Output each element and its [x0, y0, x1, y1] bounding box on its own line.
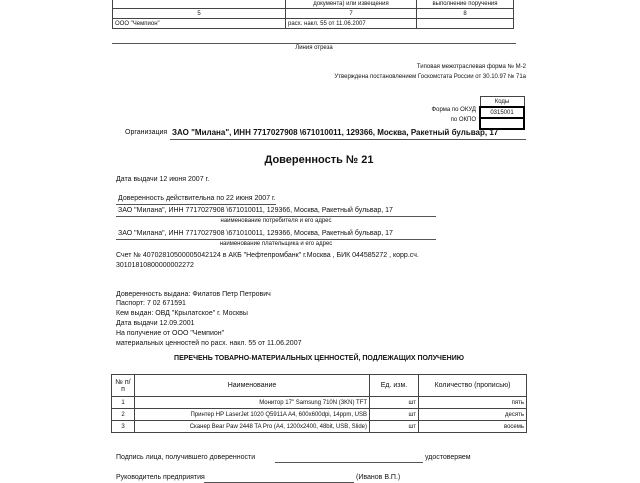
top-fragment-cell — [113, 0, 286, 9]
row-name: Монитор 17" Samsung 710N (3KN) TFT — [135, 397, 370, 409]
director-name: (Иванов В.П.) — [356, 474, 401, 481]
codes-box — [479, 96, 525, 130]
top-fragment-data-row — [113, 19, 514, 29]
list-title: ПЕРЕЧЕНЬ ТОВАРНО-МАТЕРИАЛЬНЫХ ЦЕННОСТЕЙ, ПОДЛЕЖАЩИХ ПОЛУЧЕНИЮ — [174, 355, 464, 362]
column-header-unit: Ед. изм. — [370, 375, 419, 397]
receive-from: На получение от ООО "Чемпион" — [116, 330, 225, 337]
row-unit: шт — [370, 421, 419, 433]
row-name: Сканер Bear Paw 2448 TA Pro (A4, 1200x2400, 48bit, USB, Slide) — [135, 421, 370, 433]
row-qty: десять — [419, 409, 527, 421]
top-fragment-cell: 8 — [417, 9, 514, 19]
okud-value: 0315001 — [480, 107, 524, 118]
top-fragment-cell: ООО "Чемпион" — [113, 19, 286, 29]
issue-date: Дата выдачи 12 июня 2007 г. — [116, 176, 210, 183]
codes-label: Коды — [480, 97, 524, 108]
passport: Паспорт: 7 02 671591 — [116, 300, 186, 307]
payer-value: ЗАО "Милана", ИНН 7717027908 \671010011, 129366, Москва, Ракетный бульвар, 17 — [118, 230, 393, 237]
row-qty: восемь — [419, 421, 527, 433]
top-fragment-cell: документа) или извещения — [286, 0, 417, 9]
approval-text: Утверждена постановлением Госкомстата России от 30.10.97 № 71а — [334, 74, 526, 80]
okud-label: Форма по ОКУД — [431, 107, 476, 113]
goods-table — [111, 374, 527, 433]
row-unit: шт — [370, 409, 419, 421]
receive-basis: материальных ценностей по расх. накл. 55 от 11.06.2007 — [116, 340, 302, 347]
table-row — [112, 421, 527, 433]
organization-label: Организация — [125, 129, 168, 136]
passport-issuer: Кем выдан: ОВД "Крылатское" г. Москвы — [116, 310, 248, 317]
top-fragment-cell: выполнение поручения — [417, 0, 514, 9]
signature-label: Подпись лица, получившего доверенности — [116, 454, 256, 461]
consumer-value: ЗАО "Милана", ИНН 7717027908 \671010011, 129366, Москва, Ракетный бульвар, 17 — [118, 207, 393, 214]
document-title: Доверенность № 21 — [264, 154, 374, 166]
top-fragment-table — [112, 0, 514, 29]
row-num: 3 — [112, 421, 135, 433]
top-fragment-cell: расх. накл. 55 от 11.06.2007 — [286, 19, 417, 29]
valid-until: Доверенность действительна по 22 июня 2007 г. — [118, 195, 276, 202]
account-line-1: Счет № 40702810500005042124 в АКБ "Нефтепромбанк" г.Москва , БИК 044585272 , корр.сч. — [116, 252, 419, 259]
consumer-underline — [116, 216, 436, 217]
director-label: Руководитель предприятия — [116, 474, 205, 481]
row-unit: шт — [370, 397, 419, 409]
valid-until-underline — [116, 204, 276, 205]
row-qty: пять — [419, 397, 527, 409]
row-name: Принтер HP LaserJet 1020 Q5911A A4, 600x600dpi, 14ppm, USB — [135, 409, 370, 421]
passport-date: Дата выдачи 12.09.2001 — [116, 320, 195, 327]
table-row — [112, 397, 527, 409]
top-fragment-cell: 5 — [113, 9, 286, 19]
column-header-name: Наименование — [135, 375, 370, 397]
organization-value: ЗАО "Милана", ИНН 7717027908 \671010011, 129366, Москва, Ракетный бульвар, 17 — [172, 128, 499, 137]
top-fragment-header-row — [113, 0, 514, 9]
row-num: 2 — [112, 409, 135, 421]
consumer-caption: наименование потребителя и его адрес — [220, 218, 332, 224]
payer-underline — [116, 239, 436, 240]
cut-line-label: Линия отреза — [295, 45, 333, 51]
issued-to-name: Доверенность выдана: Филатов Петр Петрович — [116, 291, 271, 298]
goods-table-header — [112, 375, 527, 397]
form-type-text: Типовая межотраслевая форма № М-2 — [416, 64, 526, 70]
signature-confirm: удостоверяем — [425, 454, 471, 461]
organization-underline — [170, 139, 526, 140]
okpo-label: по ОКПО — [450, 117, 476, 123]
cut-line — [112, 43, 516, 44]
top-fragment-cell: 7 — [286, 9, 417, 19]
column-header-qty: Количество (прописью) — [419, 375, 527, 397]
account-line-2: 30101810800000002272 — [116, 262, 194, 269]
row-num: 1 — [112, 397, 135, 409]
table-row — [112, 409, 527, 421]
top-fragment-number-row — [113, 9, 514, 19]
payer-caption: наименование плательщика и его адрес — [219, 241, 333, 247]
column-header-num: № п/п — [112, 375, 135, 397]
signature-line — [275, 462, 423, 463]
top-fragment-cell — [417, 19, 514, 29]
